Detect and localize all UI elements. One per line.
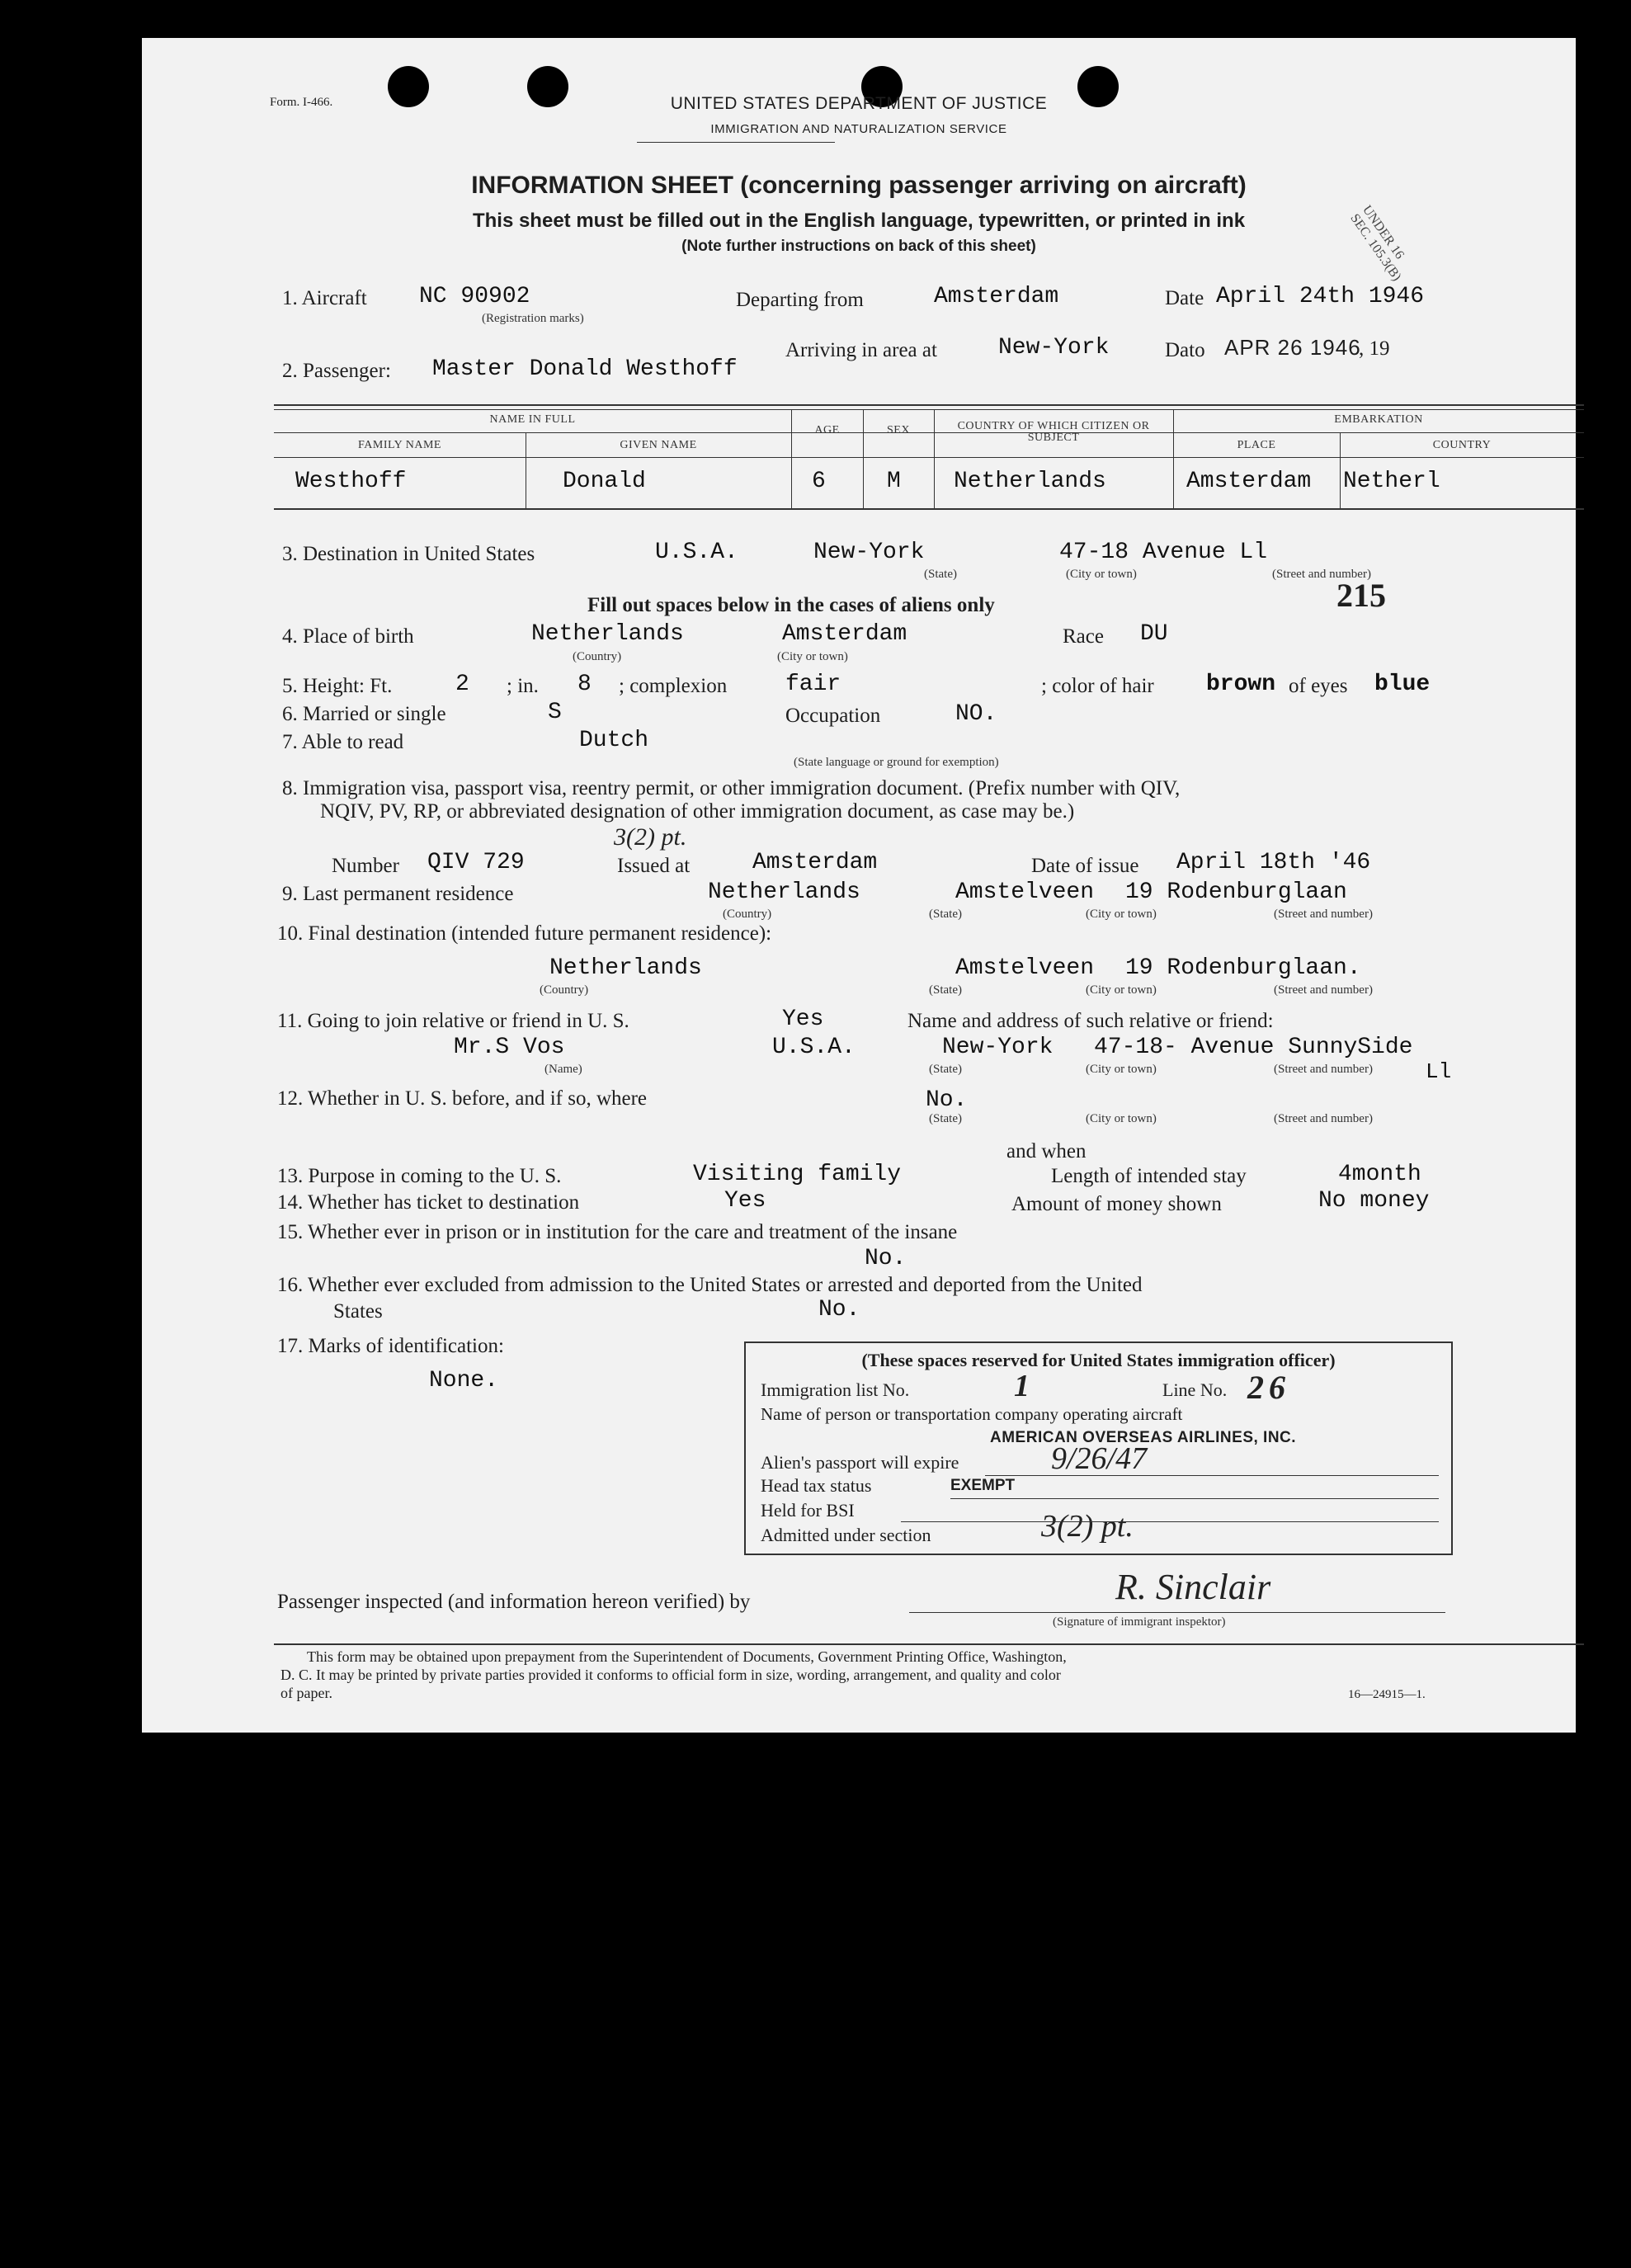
visa-number: QIV 729 (427, 850, 525, 875)
occupation-value: NO. (955, 701, 997, 727)
company-stamp: AMERICAN OVERSEAS AIRLINES, INC. (990, 1429, 1297, 1446)
footer-line-3: of paper. (280, 1685, 332, 1701)
state-sub: (State) (924, 568, 957, 581)
relative-street-cont: Ll (1426, 1059, 1452, 1084)
race-label: Race (1063, 625, 1104, 648)
married-label: 6. Married or single (282, 703, 446, 725)
relative-name-label: Name and address of such relative or friend: (907, 1010, 1274, 1032)
ticket-value: Yes (724, 1188, 766, 1214)
family-name-value: Westhoff (295, 469, 407, 494)
destination-state: U.S.A. (655, 540, 738, 565)
officer-header: (These spaces reserved for United States immigration officer) (861, 1350, 1336, 1370)
given-name-header: GIVEN NAME (620, 439, 697, 451)
eyes-label: of eyes (1289, 675, 1348, 697)
money-label: Amount of money shown (1011, 1193, 1222, 1215)
birth-country: Netherlands (531, 621, 684, 647)
final-destination-label: 10. Final destination (intended future permanent residence): (277, 922, 772, 945)
passport-label: Alien's passport will expire (761, 1452, 959, 1473)
bsi-label: Held for BSI (761, 1500, 855, 1521)
purpose-label: 13. Purpose in coming to the U. S. (277, 1165, 562, 1187)
inspector-signature: R. Sinclair (1115, 1567, 1271, 1607)
date-label: Date (1165, 287, 1204, 309)
prison-label: 15. Whether ever in prison or in institution for the care and treatment of the insane (277, 1221, 958, 1243)
eyes-value: blue (1374, 672, 1431, 697)
departure-date: April 24th 1946 (1216, 284, 1425, 309)
final-street-sub: (Street and number) (1274, 983, 1373, 997)
company-label: Name of person or transportation company operating aircraft (761, 1404, 1183, 1424)
residence-country: Netherlands (708, 879, 860, 905)
relative-street-sub: (Street and number) (1274, 1063, 1373, 1076)
relative-label: 11. Going to join relative or friend in U. S. (277, 1010, 629, 1032)
line-value: 26 (1247, 1369, 1290, 1406)
line-label: Line No. (1162, 1379, 1228, 1400)
footer-line-2: D. C. It may be printed by private parties provided it conforms to official form in size, wording, arrangement, and quality and color (280, 1667, 1061, 1683)
passport-expire: 9/26/47 (1051, 1441, 1148, 1476)
given-name-value: Donald (563, 469, 646, 494)
complexion-label: ; complexion (619, 675, 728, 697)
aliens-only-heading: Fill out spaces below in the cases of aliens only (587, 594, 995, 616)
birth-city: Amsterdam (782, 621, 907, 647)
embark-place-header: PLACE (1237, 439, 1276, 451)
final-state-sub: (State) (929, 983, 962, 997)
age-value: 6 (812, 469, 826, 494)
birth-label: 4. Place of birth (282, 625, 414, 648)
relative-value: Yes (782, 1007, 824, 1032)
citizen-value: Netherlands (954, 469, 1106, 494)
complexion-value: fair (785, 672, 841, 697)
departing-label: Departing from (736, 289, 864, 311)
passenger-value: Master Donald Westhoff (432, 356, 738, 382)
residence-label: 9. Last permanent residence (282, 883, 514, 905)
residence-street-sub: (Street and number) (1274, 908, 1373, 921)
relative-street: 47-18- Avenue SunnySide (1094, 1035, 1413, 1060)
visa-hand-note: 3(2) pt. (614, 823, 687, 851)
issued-value: Amsterdam (752, 850, 878, 875)
marks-label: 17. Marks of identification: (277, 1335, 504, 1357)
city-sub: (City or town) (1066, 568, 1137, 581)
tax-stamp: EXEMPT (950, 1477, 1016, 1494)
citizen-country-header: COUNTRY OF WHICH CITIZEN OR SUBJECT (957, 420, 1150, 444)
arrival-year-suffix: , 19 (1359, 337, 1390, 360)
birth-city-sub: (City or town) (777, 650, 848, 663)
before-city-sub: (City or town) (1086, 1112, 1157, 1125)
excluded-label-1: 16. Whether ever excluded from admission to the United States or arrested and deported from the United (277, 1274, 1143, 1296)
stay-label: Length of intended stay (1051, 1165, 1247, 1187)
embarkation-header: EMBARKATION (1334, 413, 1423, 426)
ticket-label: 14. Whether has ticket to destination (277, 1191, 580, 1214)
arriving-value: New-York (998, 335, 1110, 361)
residence-city-sub: (City or town) (1086, 908, 1157, 921)
name-in-full-header: NAME IN FULL (489, 413, 576, 426)
destination-street: 47-18 Avenue Ll (1059, 540, 1268, 565)
issued-label: Issued at (617, 855, 691, 877)
height-in: 8 (577, 672, 592, 697)
married-value: S (548, 700, 562, 725)
read-sub: (State language or ground for exemption) (794, 756, 999, 769)
residence-city: Amstelveen (955, 879, 1095, 905)
residence-street: 19 Rodenburglaan (1125, 879, 1347, 905)
destination-city: New-York (813, 540, 925, 565)
signature-sub: (Signature of immigrant inspektor) (1053, 1615, 1226, 1629)
embark-country-header: COUNTRY (1432, 439, 1492, 451)
hair-label: ; color of hair (1041, 675, 1154, 697)
footer-line-1: This form may be obtained upon prepayment from the Superintendent of Documents, Government Printing Office, Washington, (307, 1648, 1067, 1665)
final-city: Amstelveen (955, 955, 1095, 981)
residence-state-sub: (State) (929, 908, 962, 921)
marks-value: None. (429, 1368, 499, 1393)
purpose-value: Visiting family (693, 1162, 902, 1187)
relative-name-sub: (Name) (544, 1063, 582, 1076)
inspected-label: Passenger inspected (and information hereon verified) by (277, 1591, 751, 1613)
arrival-date-label: Dato (1165, 339, 1205, 361)
embark-country-value: Netherl (1343, 469, 1440, 494)
excluded-value: No. (818, 1297, 860, 1323)
arriving-label: Arriving in area at (785, 339, 937, 361)
final-street: 19 Rodenburglaan. (1125, 955, 1361, 981)
section-value: 3(2) pt. (1041, 1509, 1134, 1544)
read-value: Dutch (579, 728, 649, 753)
final-city-sub: (City or town) (1086, 983, 1157, 997)
destination-label: 3. Destination in United States (282, 543, 535, 565)
tax-label: Head tax status (761, 1475, 872, 1496)
instruction-line: This sheet must be filled out in the English language, typewritten, or printed in ink (472, 210, 1246, 232)
passenger-label: 2. Passenger: (282, 360, 391, 382)
form-sheet (142, 38, 1576, 1733)
embark-place-value: Amsterdam (1186, 469, 1312, 494)
relative-city: New-York (942, 1035, 1054, 1060)
issue-date-label: Date of issue (1031, 855, 1139, 877)
aircraft-label: 1. Aircraft (282, 287, 367, 309)
sex-value: M (887, 469, 901, 494)
registration-marks-label: (Registration marks) (482, 312, 584, 325)
height-ft: 2 (455, 672, 469, 697)
final-country: Netherlands (549, 955, 702, 981)
money-value: No money (1318, 1188, 1430, 1214)
height-label: 5. Height: Ft. (282, 675, 393, 697)
street-sub: (Street and number) (1272, 568, 1371, 581)
destination-street-number: 215 (1336, 577, 1386, 614)
and-when-label: and when (1006, 1140, 1087, 1162)
officer-box (744, 1341, 1453, 1555)
corner-stamp: UNDER 16 SEC. 105.3(B) (1347, 203, 1407, 284)
birth-country-sub: (Country) (573, 650, 622, 663)
height-in-label: ; in. (507, 675, 539, 697)
final-country-sub: (Country) (540, 983, 589, 997)
list-label: Immigration list No. (761, 1379, 910, 1400)
visa-text-2: NQIV, PV, RP, or abbreviated designation of other immigration document, as case may be.) (320, 800, 1075, 823)
read-label: 7. Able to read (282, 731, 404, 753)
list-value: 1 (1014, 1369, 1030, 1403)
hair-value: brown (1206, 672, 1276, 697)
departing-value: Amsterdam (934, 284, 1059, 309)
sex-header: SEX (887, 424, 910, 436)
footer-code: 16—24915—1. (1348, 1688, 1426, 1701)
before-state-sub: (State) (929, 1112, 962, 1125)
before-value: No. (926, 1087, 968, 1113)
age-header: AGE (814, 424, 840, 436)
relative-name: Mr.S Vos (454, 1035, 565, 1060)
stay-value: 4month (1338, 1162, 1421, 1187)
race-value: DU (1140, 621, 1168, 647)
before-street-sub: (Street and number) (1274, 1112, 1373, 1125)
issue-date-value: April 18th '46 (1176, 850, 1371, 875)
visa-number-label: Number (332, 855, 399, 877)
note-line: (Note further instructions on back of this sheet) (681, 238, 1036, 255)
form-number: Form. I-466. (270, 96, 333, 109)
residence-country-sub: (Country) (723, 908, 772, 921)
arrival-date-stamp: APR 26 1946 (1224, 335, 1361, 360)
before-label: 12. Whether in U. S. before, and if so, where (277, 1087, 648, 1110)
family-name-header: FAMILY NAME (358, 439, 441, 451)
aircraft-value: NC 90902 (419, 284, 530, 309)
section-label: Admitted under section (761, 1525, 931, 1545)
service-name: IMMIGRATION AND NATURALIZATION SERVICE (710, 122, 1007, 136)
relative-state-sub: (State) (929, 1063, 962, 1076)
relative-city-sub: (City or town) (1086, 1063, 1157, 1076)
relative-state: U.S.A. (772, 1035, 856, 1060)
excluded-label-2: States (333, 1300, 383, 1323)
occupation-label: Occupation (785, 705, 881, 727)
visa-text-1: 8. Immigration visa, passport visa, reentry permit, or other immigration document. (Prefix number with QIV, (282, 777, 1181, 799)
department-name: UNITED STATES DEPARTMENT OF JUSTICE (670, 94, 1048, 113)
prison-value: No. (865, 1246, 907, 1271)
page-title: INFORMATION SHEET (concerning passenger arriving on aircraft) (471, 172, 1247, 199)
